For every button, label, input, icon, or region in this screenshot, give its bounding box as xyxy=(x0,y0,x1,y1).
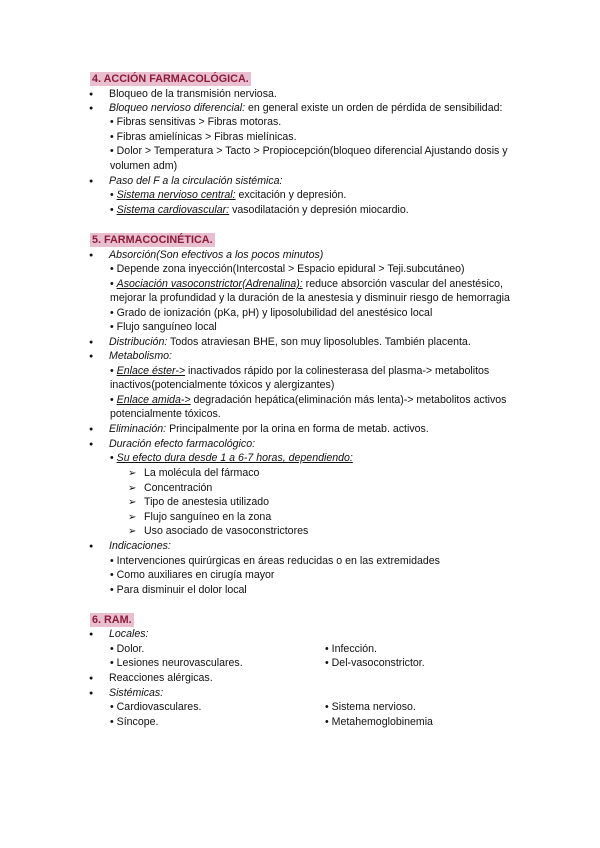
sub-item: • Para disminuir el dolor local xyxy=(110,584,247,596)
sub-item: • Enlace éster-> inactivados rápido por la colinesterasa del plasma-> metabolitos xyxy=(110,365,490,377)
sub-item: • Su efecto dura desde 1 a 6-7 horas, dependiendo: xyxy=(110,452,353,464)
sub-item-text: degradación hepática(eliminación más lenta)-> metabolitos activos xyxy=(190,394,507,406)
list-item-label: Locales: xyxy=(109,628,149,640)
sub-item-text: excitación y depresión. xyxy=(235,189,347,201)
list-item-label: Distribución: xyxy=(109,336,168,348)
sub-item-label: Su efecto dura desde 1 a 6-7 horas, dependiendo: xyxy=(116,452,353,464)
section-4-heading xyxy=(90,73,251,86)
sub-item: • Enlace amida-> degradación hepática(eliminación más lenta)-> metabolitos activos xyxy=(110,394,507,406)
arrow-item xyxy=(128,511,271,524)
arrow-item-text: La molécula del fármaco xyxy=(144,467,260,479)
sub-item-label: Sistema nervioso central: xyxy=(116,189,236,201)
sub-item: • Metahemoglobinemia xyxy=(325,716,433,728)
sub-item: • Como auxiliares en cirugía mayor xyxy=(110,569,275,581)
sub-item: • Lesiones neurovasculares. xyxy=(110,657,243,669)
section-6-title: 6. RAM. xyxy=(92,614,132,626)
arrow-bullet-icon: ➢ xyxy=(128,497,137,508)
sub-item-cont: potencialmente tóxicos. xyxy=(110,408,221,420)
sub-item-label: Enlace éster-> xyxy=(116,365,186,377)
sub-item: • Depende zona inyección(Intercostal > Espacio epidural > Teji.subcutáneo) xyxy=(110,263,465,275)
list-item-text: Bloqueo de la transmisión nerviosa. xyxy=(109,88,277,100)
arrow-item-text: Flujo sanguíneo en la zona xyxy=(144,511,272,523)
sub-item: • Sistema nervioso. xyxy=(325,701,416,713)
arrow-item xyxy=(128,525,308,538)
sub-item: • Fibras sensitivas > Fibras motoras. xyxy=(110,116,282,128)
sub-item: • Grado de ionización (pKa, pH) y liposolubilidad del anestésico local xyxy=(110,307,433,319)
list-item-text: Todos atraviesan BHE, son muy liposolubles. También placenta. xyxy=(167,336,471,348)
section-5-heading xyxy=(90,234,215,247)
sub-item-text: inactivados rápido por la colinesterasa del plasma-> metabolitos xyxy=(185,365,490,377)
arrow-item-text: Tipo de anestesia utilizado xyxy=(144,496,270,508)
sub-item-text: reduce absorción vascular del anestésico, xyxy=(302,278,503,290)
section-4-title: 4. ACCIÓN FARMACOLÓGICA. xyxy=(92,73,249,85)
sub-item: • Síncope. xyxy=(110,716,159,728)
sub-item-label: Sistema cardiovascular: xyxy=(116,204,230,216)
list-item-label: Bloqueo nervioso diferencial: xyxy=(109,102,246,114)
arrow-bullet-icon: ➢ xyxy=(128,526,137,537)
list-item-label: Paso del F a la circulación sistémica: xyxy=(109,175,283,187)
sub-item: • Asociación vasoconstrictor(Adrenalina): reduce absorción vascular del anestésico, xyxy=(110,278,503,290)
list-item-text: Principalmente por la orina en forma de metab. activos. xyxy=(166,423,429,435)
sub-item: • Intervenciones quirúrgicas en áreas reducidas o en las extremidades xyxy=(110,555,440,567)
sub-item-text: vasodilatación y depresión miocardio. xyxy=(229,204,409,216)
sub-item-label: Asociación vasoconstrictor(Adrenalina): xyxy=(116,278,303,290)
list-item-label: Metabolismo: xyxy=(109,350,172,362)
section-6-heading xyxy=(90,614,134,627)
list-item-label: Eliminación: xyxy=(109,423,167,435)
sub-item-cont: inactivos(potencialmente tóxicos y alergizantes) xyxy=(110,379,335,391)
list-item-label: Absorción(Son efectivos a los pocos minutos) xyxy=(109,249,324,261)
sub-item: • Fibras amielínicas > Fibras mielínicas. xyxy=(110,131,297,143)
list-item-text: en general existe un orden de pérdida de sensibilidad: xyxy=(245,102,503,114)
list-item-label: Sistémicas: xyxy=(109,687,164,699)
arrow-bullet-icon: ➢ xyxy=(128,483,137,494)
list-item-label: Indicaciones: xyxy=(109,540,171,552)
sub-item-cont: volumen adm) xyxy=(110,160,178,172)
sub-item: • Sistema nervioso central: excitación y depresión. xyxy=(110,189,347,201)
sub-item: • Flujo sanguíneo local xyxy=(110,321,217,333)
list-item-text: Reacciones alérgicas. xyxy=(109,672,213,684)
arrow-item xyxy=(128,496,269,509)
sub-item: • Del-vasoconstrictor. xyxy=(325,657,425,669)
sub-item-cont: mejorar la profundidad y la duración de la anestesia y disminuir riesgo de hemorragia xyxy=(110,292,510,304)
sub-item-label: Enlace amida-> xyxy=(116,394,191,406)
arrow-bullet-icon: ➢ xyxy=(128,468,137,479)
arrow-item xyxy=(128,467,259,480)
sub-item: • Cardiovasculares. xyxy=(110,701,202,713)
section-5-title: 5. FARMACOCINÉTICA. xyxy=(92,234,213,246)
sub-item: • Dolor > Temperatura > Tacto > Propiocepción(bloqueo diferencial Ajustando dosis y xyxy=(110,145,508,157)
arrow-bullet-icon: ➢ xyxy=(128,512,137,523)
arrow-item xyxy=(128,482,212,495)
list-item-label: Duración efecto farmacológico: xyxy=(109,438,256,450)
sub-item: • Dolor. xyxy=(110,643,145,655)
arrow-item-text: Concentración xyxy=(144,482,213,494)
sub-item: • Infección. xyxy=(325,643,377,655)
sub-item: • Sistema cardiovascular: vasodilatación y depresión miocardio. xyxy=(110,204,409,216)
arrow-item-text: Uso asociado de vasoconstrictores xyxy=(144,525,309,537)
